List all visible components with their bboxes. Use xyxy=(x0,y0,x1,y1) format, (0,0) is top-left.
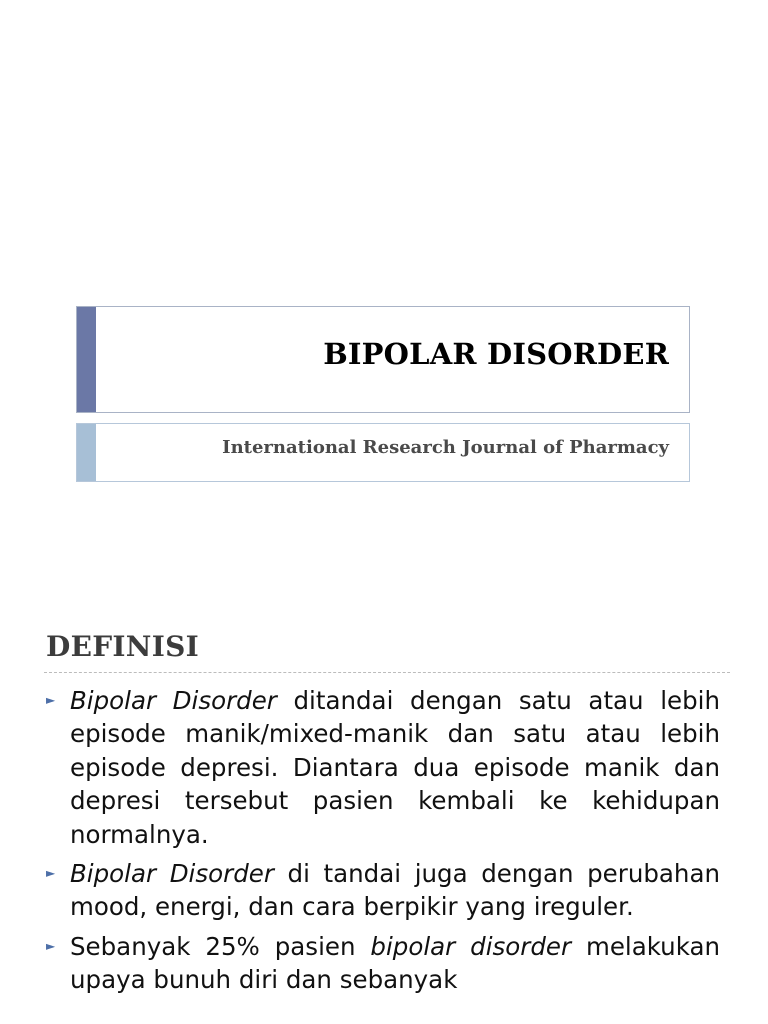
subtitle-box xyxy=(76,423,690,482)
bullet-2-term: Bipolar Disorder xyxy=(70,859,274,889)
triangle-right-icon: ► xyxy=(46,866,56,881)
bullet-list xyxy=(46,684,720,1003)
subtitle-accent-bar xyxy=(77,424,96,481)
bullet-item-2 xyxy=(46,857,720,924)
section-heading: DEFINISI xyxy=(46,630,200,663)
slide-title: BIPOLAR DISORDER xyxy=(323,337,669,371)
bullet-3-text: melakukan upaya bunuh diri dan sebanyak xyxy=(70,931,721,995)
title-box xyxy=(76,306,690,413)
bullet-3-term: bipolar disorder xyxy=(370,931,572,961)
heading-divider xyxy=(44,672,730,673)
title-accent-bar xyxy=(77,307,96,412)
bullet-item-1 xyxy=(46,684,720,851)
slide-subtitle: International Research Journal of Pharmacy xyxy=(222,437,669,458)
bullet-1-term: Bipolar Disorder xyxy=(70,686,277,715)
bullet-3-pre: Sebanyak 25% pasien xyxy=(70,931,371,961)
triangle-right-icon: ► xyxy=(46,938,56,953)
bullet-item-3 xyxy=(46,930,720,997)
bullet-1-text: ditandai dengan satu atau lebih episode manik/mixed-manik dan satu atau lebih episode depresi. Diantara dua episode manik dan depresi tersebut pasien kembali ke kehidupan normalnya. xyxy=(70,686,720,849)
bullet-2-text: di tandai juga dengan perubahan mood, energi, dan cara berpikir yang ireguler. xyxy=(70,859,720,922)
triangle-right-icon: ► xyxy=(46,693,56,707)
